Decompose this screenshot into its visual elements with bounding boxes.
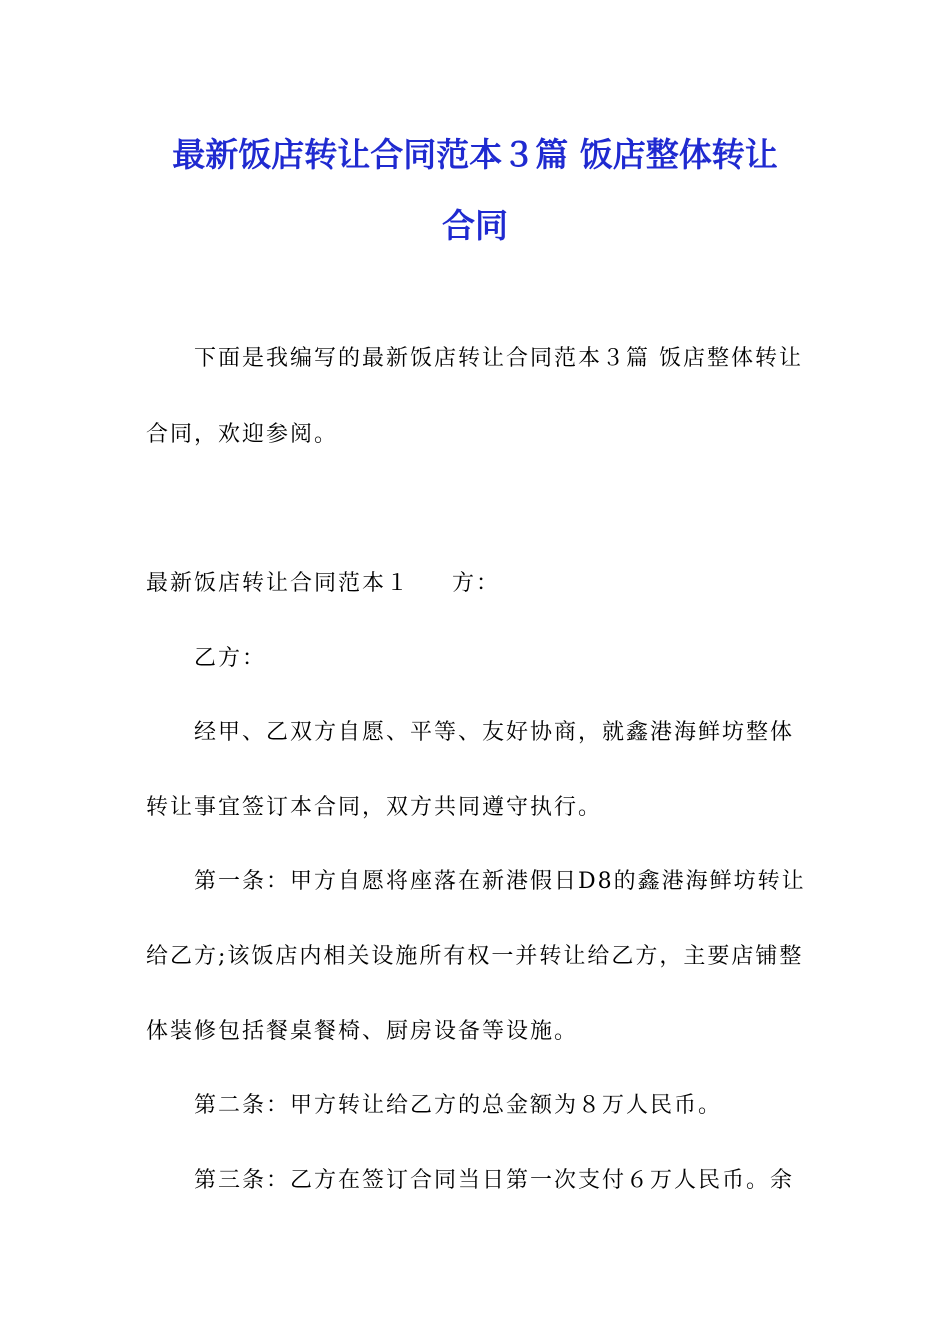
contract-heading-row <box>146 569 500 599</box>
article-3-line-1: 第三条：乙方在签订合同当日第一次支付６万人民币。余 <box>194 1168 795 1193</box>
contract-heading: 最新饭店转让合同范本１ <box>146 571 411 596</box>
article-1-line-2: 给乙方;该饭店内相关设施所有权一并转让给乙方，主要店铺整 <box>146 944 804 969</box>
party-b-label: 乙方： <box>194 646 267 671</box>
document-title-line-2: 合同 <box>442 206 508 245</box>
article-1-line-1: 第一条：甲方自愿将座落在新港假日D8的鑫港海鲜坊转让 <box>194 869 806 894</box>
preamble-line-1: 经甲、乙双方自愿、平等、友好协商，就鑫港海鲜坊整体 <box>194 720 795 745</box>
article-2-line-1: 第二条：甲方转让给乙方的总金额为８万人民币。 <box>194 1093 723 1118</box>
intro-line-2: 合同，欢迎参阅。 <box>146 422 339 447</box>
party-a-label: 方： <box>452 571 501 596</box>
preamble-line-2: 转让事宜签订本合同，双方共同遵守执行。 <box>146 795 603 820</box>
document-title-line-1: 最新饭店转让合同范本３篇 饭店整体转让 <box>172 135 778 174</box>
article-1-line-3: 体装修包括餐桌餐椅、厨房设备等设施。 <box>146 1019 579 1044</box>
intro-line-1: 下面是我编写的最新饭店转让合同范本３篇 饭店整体转让 <box>194 346 803 371</box>
